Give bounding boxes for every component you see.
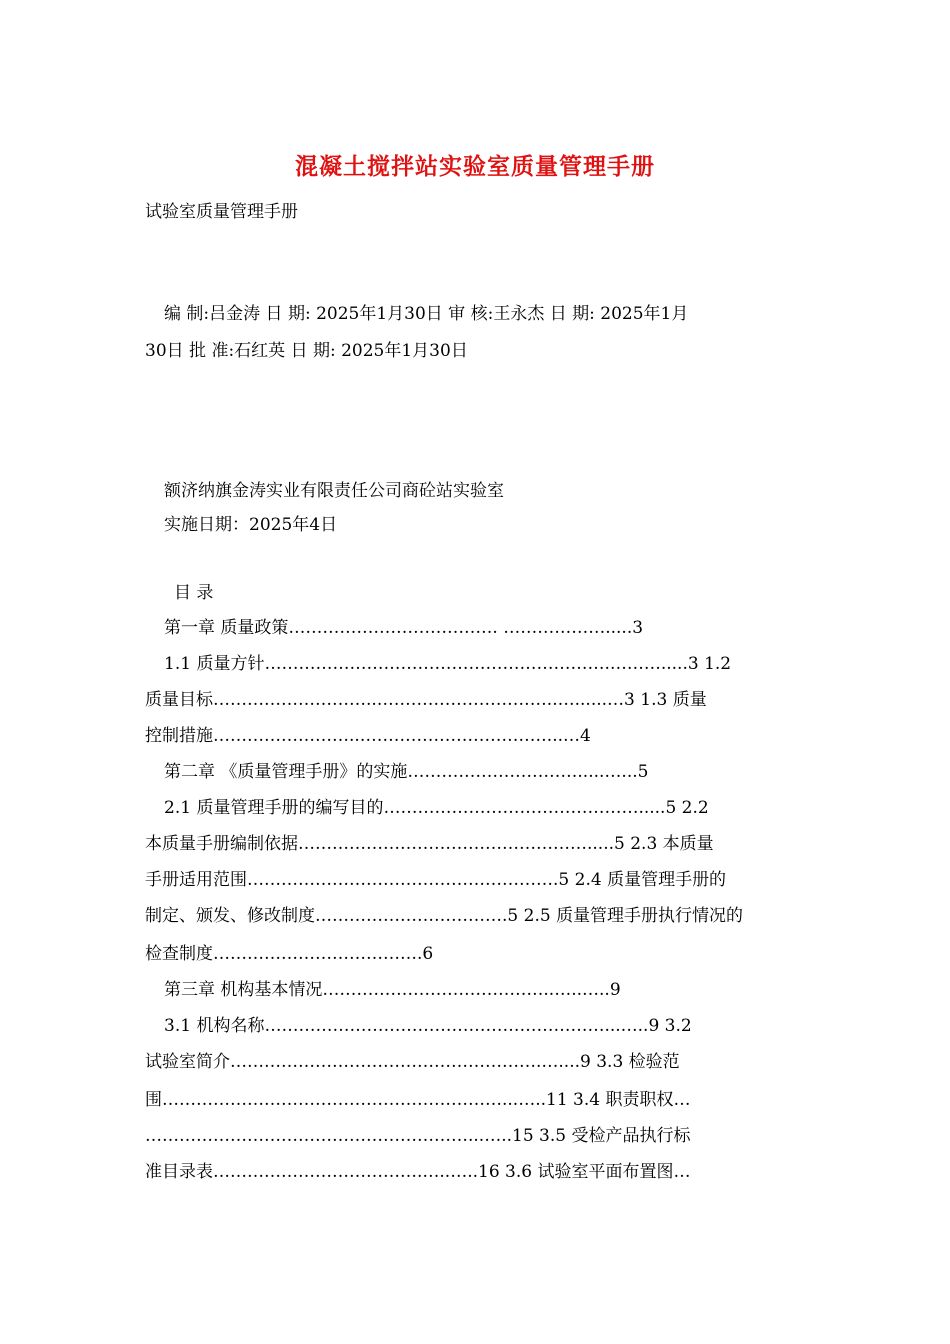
toc-heading: 目 录 bbox=[174, 583, 214, 603]
toc-line: 3.1 机构名称……………………………………………………...…..9 3.2 bbox=[164, 1016, 692, 1036]
toc-line: 试验室简介……………………………………………….…....9 3.3 检验范 bbox=[145, 1052, 680, 1072]
document-title: 混凝土搅拌站实验室质量管理手册 bbox=[295, 153, 655, 180]
toc-line: 控制措施……………………..……………………………...…4 bbox=[145, 726, 591, 746]
effective-date: 实施日期：2025年4日 bbox=[164, 515, 338, 535]
toc-line: 手册适用范围……………………………………………….5 2.4 质量管理手册的 bbox=[145, 870, 727, 890]
meta-line-1: 编 制:吕金涛 日 期: 2025年1月30日 审 核:王永杰 日 期: 2025年1月 bbox=[164, 304, 689, 324]
toc-line: 1.1 质量方针…………………………………………………….……….....3 1.2 bbox=[164, 654, 732, 674]
toc-line: 第一章 质量政策………………………………. ……………….....3 bbox=[164, 618, 644, 638]
toc-line: 围……………………………………………………...…..11 3.4 职责职权… bbox=[145, 1090, 691, 1110]
meta-line-2: 30日 批 准:石红英 日 期: 2025年1月30日 bbox=[145, 341, 468, 361]
toc-line: 检查制度……………………………….6 bbox=[145, 944, 434, 964]
toc-line: 制定、颁发、修改制度…………………………….5 2.5 质量管理手册执行情况的 bbox=[145, 906, 744, 926]
toc-line: 第二章 《质量管理手册》的实施………………………….....…...5 bbox=[164, 762, 649, 782]
toc-line: 准目录表……………………………….…..…..16 3.6 试验室平面布置图… bbox=[145, 1162, 691, 1182]
document-subtitle: 试验室质量管理手册 bbox=[145, 202, 298, 222]
toc-line: 第三章 机构基本情况…………………………………..…..…..9 bbox=[164, 980, 621, 1000]
toc-line: 2.1 质量管理手册的编写目的……………………………………….....5 2.2 bbox=[164, 798, 709, 818]
company-name: 额济纳旗金涛实业有限责任公司商砼站实验室 bbox=[164, 481, 504, 501]
toc-line: 本质量手册编制依据…………………………………………….....5 2.3 本质量 bbox=[145, 834, 714, 854]
toc-line: …………………………………………………...…..15 3.5 受检产品执行标 bbox=[145, 1126, 691, 1146]
toc-line: 质量目标………………………..…………………………..…......…3 1.3 质量 bbox=[145, 690, 707, 710]
